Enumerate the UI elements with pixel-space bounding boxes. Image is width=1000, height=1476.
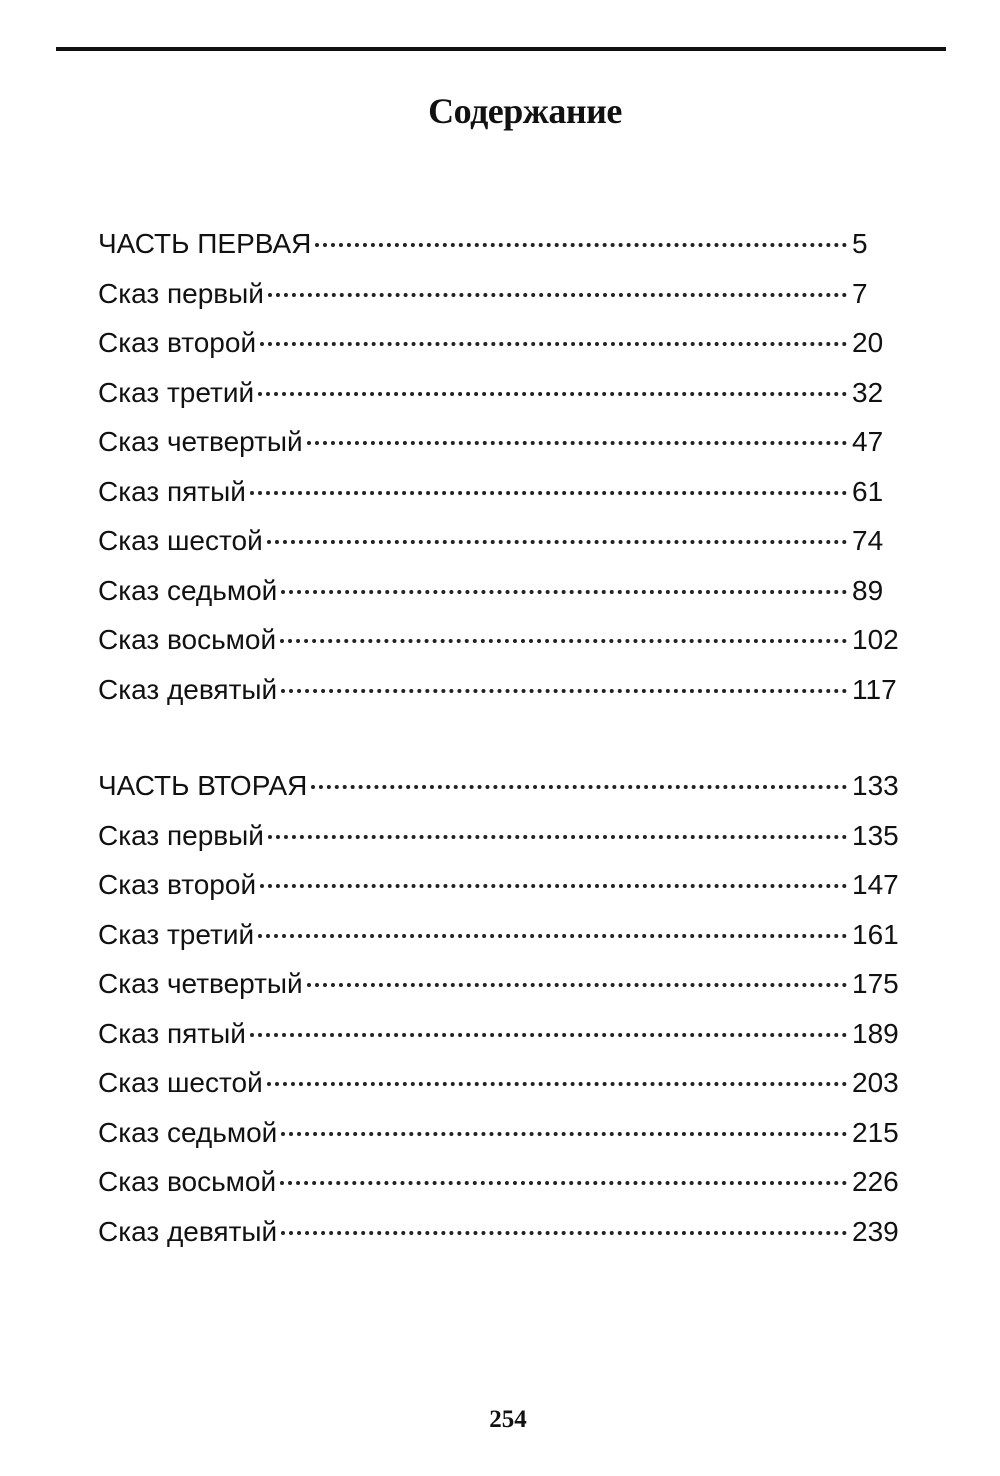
toc-part-2 xyxy=(98,761,908,1256)
toc-part-heading-title: ЧАСТЬ ПЕРВАЯ xyxy=(98,228,312,259)
toc-entry[interactable] xyxy=(98,318,908,368)
toc-dot-leader xyxy=(258,934,847,938)
toc-entry-title: Сказ седьмой xyxy=(98,1116,278,1148)
toc-dot-leader xyxy=(260,884,847,888)
toc-dot-leader xyxy=(307,441,847,445)
toc-entry[interactable] xyxy=(98,910,908,960)
toc-entry-page: 74 xyxy=(852,525,884,556)
toc-entry-page: 7 xyxy=(852,277,868,309)
toc-entry[interactable] xyxy=(98,1157,908,1207)
toc-entry-page: 203 xyxy=(852,1067,899,1098)
toc-entry-page: 117 xyxy=(852,673,897,705)
toc-entry-title: Сказ четвертый xyxy=(98,426,303,457)
toc-entry-title: Сказ второй xyxy=(98,327,257,358)
toc-dot-leader xyxy=(250,1033,847,1037)
toc-dot-leader xyxy=(258,392,847,396)
toc-entry[interactable] xyxy=(98,615,908,665)
toc-dot-leader xyxy=(268,835,847,839)
toc-part-heading[interactable] xyxy=(98,761,908,811)
toc-entry-page: 189 xyxy=(852,1017,899,1049)
toc-dot-leader xyxy=(281,1132,847,1136)
toc-dot-leader xyxy=(250,491,847,495)
toc-entry-title: Сказ пятый xyxy=(98,1017,246,1049)
toc-entry[interactable] xyxy=(98,811,908,861)
toc-entry-page: 147 xyxy=(852,869,899,900)
toc-entry[interactable] xyxy=(98,665,908,715)
toc-entry[interactable] xyxy=(98,1207,908,1257)
toc-dot-leader xyxy=(260,342,847,346)
toc-part-heading-page: 5 xyxy=(852,228,868,259)
toc-dot-leader xyxy=(281,590,847,594)
toc-entry-title: Сказ первый xyxy=(98,277,264,309)
toc-entry[interactable] xyxy=(98,566,908,616)
toc-entry-title: Сказ седьмой xyxy=(98,574,278,606)
toc-dot-leader xyxy=(311,785,847,789)
toc-entry-title: Сказ второй xyxy=(98,869,257,900)
toc-dot-leader xyxy=(315,243,847,247)
page-title: Содержание xyxy=(428,91,622,131)
toc-entry-page: 175 xyxy=(852,968,899,999)
toc-entry-title: Сказ восьмой xyxy=(98,624,277,655)
toc-entry[interactable] xyxy=(98,959,908,1009)
toc-entry-title: Сказ третий xyxy=(98,918,255,950)
toc-entry-title: Сказ первый xyxy=(98,819,264,851)
toc-entry[interactable] xyxy=(98,516,908,566)
toc-entry-page: 61 xyxy=(852,475,884,507)
toc-entry-page: 239 xyxy=(852,1215,899,1247)
toc-entry-title: Сказ третий xyxy=(98,376,255,408)
toc-entry-page: 47 xyxy=(852,426,884,457)
toc-entry-title: Сказ девятый xyxy=(98,1215,278,1247)
toc-dot-leader xyxy=(280,1181,847,1185)
toc-entry-title: Сказ шестой xyxy=(98,1067,263,1098)
toc-entry[interactable] xyxy=(98,368,908,418)
toc-part-1 xyxy=(98,219,908,714)
toc-dot-leader xyxy=(281,1231,847,1235)
toc-entry-title: Сказ шестой xyxy=(98,525,263,556)
top-rule xyxy=(56,47,946,51)
toc-entry-title: Сказ пятый xyxy=(98,475,246,507)
toc-part-heading[interactable] xyxy=(98,219,908,269)
toc-dot-leader xyxy=(267,1082,847,1086)
toc-entry-page: 20 xyxy=(852,327,884,358)
toc-dot-leader xyxy=(307,983,847,987)
toc-entry[interactable] xyxy=(98,1058,908,1108)
toc-entry-page: 161 xyxy=(852,918,899,950)
toc-entry-title: Сказ восьмой xyxy=(98,1166,277,1197)
toc-entry[interactable] xyxy=(98,467,908,517)
toc-entry[interactable] xyxy=(98,417,908,467)
toc-part-heading-title: ЧАСТЬ ВТОРАЯ xyxy=(98,770,308,801)
toc-entry-page: 89 xyxy=(852,574,884,606)
toc-entry[interactable] xyxy=(98,1108,908,1158)
toc-dot-leader xyxy=(280,639,847,643)
toc-entry-page: 102 xyxy=(852,624,899,655)
toc-entry-title: Сказ четвертый xyxy=(98,968,303,999)
toc-dot-leader xyxy=(267,540,847,544)
toc-entry-title: Сказ девятый xyxy=(98,673,278,705)
toc-dot-leader xyxy=(268,293,847,297)
toc-entry[interactable] xyxy=(98,269,908,319)
toc-entry[interactable] xyxy=(98,860,908,910)
toc-entry-page: 215 xyxy=(852,1116,899,1148)
toc-entry-page: 32 xyxy=(852,376,884,408)
page-number: 254 xyxy=(489,1406,527,1433)
toc-entry[interactable] xyxy=(98,1009,908,1059)
toc-entry-page: 226 xyxy=(852,1166,899,1197)
toc-entry-page: 135 xyxy=(852,819,899,851)
toc-part-heading-page: 133 xyxy=(852,770,899,801)
toc-dot-leader xyxy=(281,689,847,693)
